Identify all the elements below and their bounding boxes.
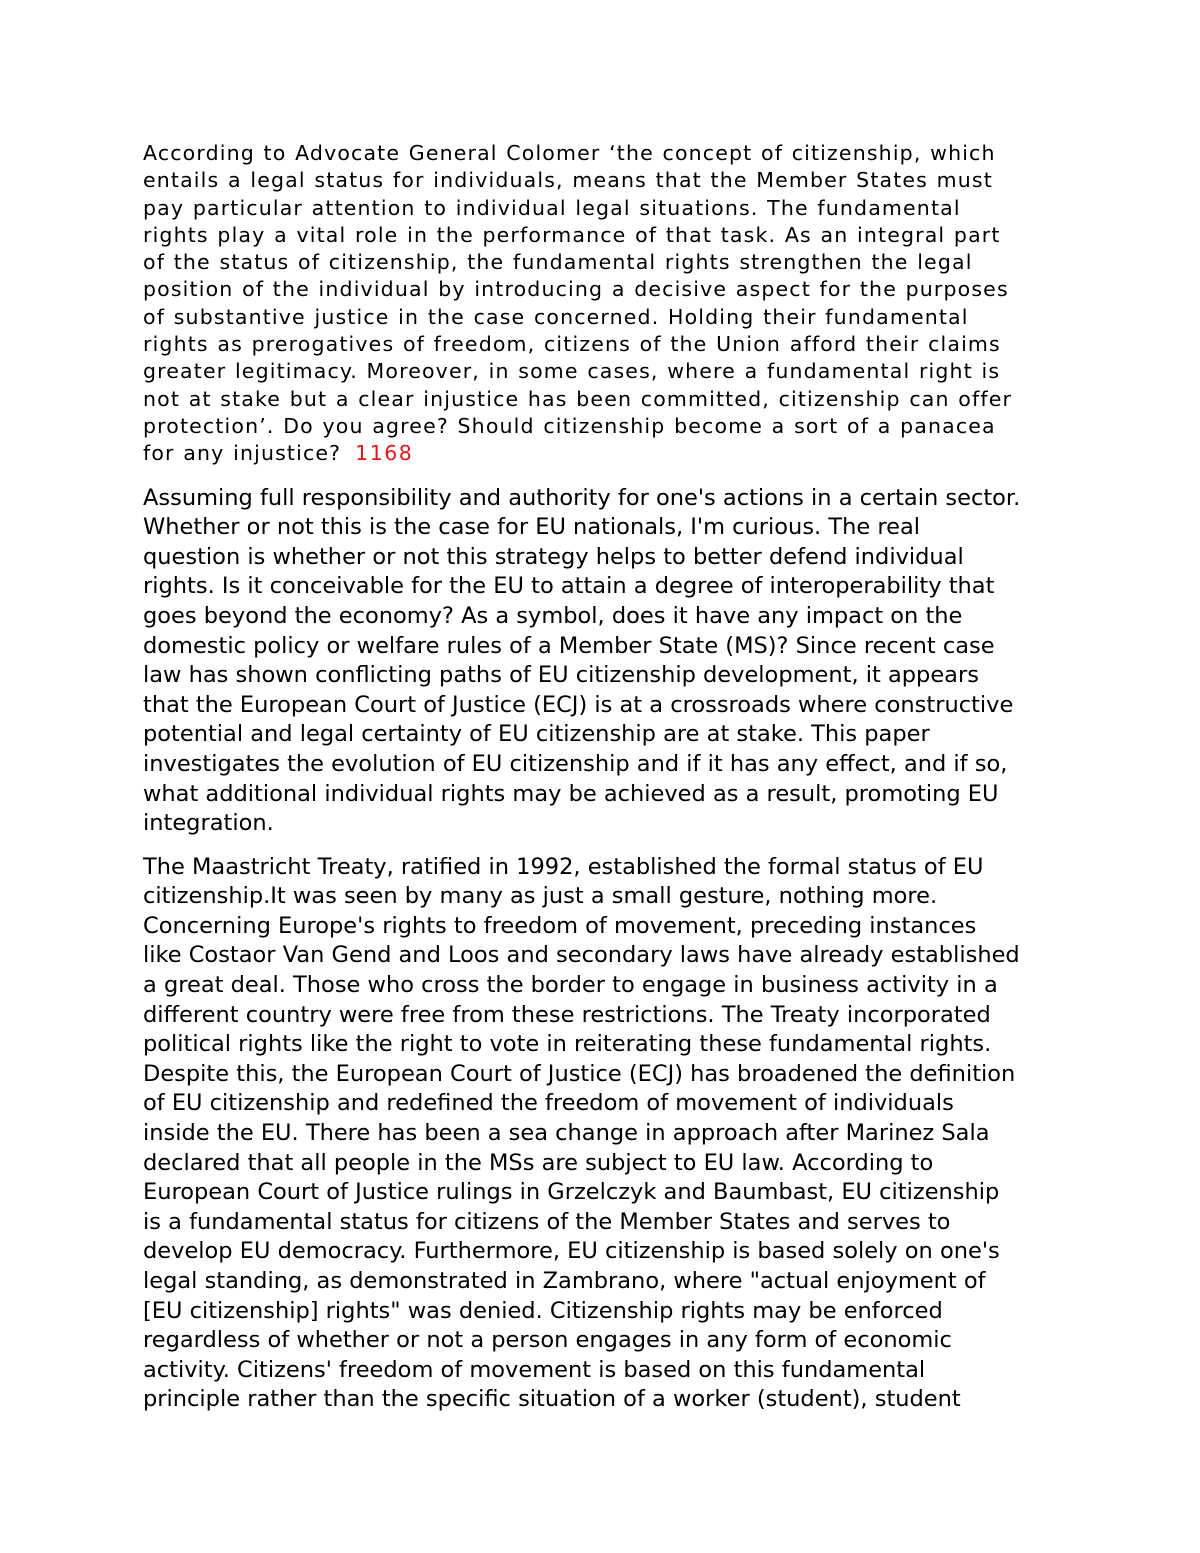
document-body (143, 140, 1063, 1429)
essay-question-text: According to Advocate General Colomer ‘the concept of citizenship, which entails a legal status for individuals, means that the Member States must pay particular attention to individual legal situations. The fundamental rights play a vital role in the performance of that task. As an integral part of the status of citizenship, the fundamental rights strengthen the legal position of the individual by introducing a decisive aspect for the purposes of substantive justice in the case concerned. Holding their fundamental rights as prerogatives of freedom, citizens of the Union afford their claims greater legitimacy. Moreover, in some cases, where a fundamental right is not at stake but a clear injustice has been committed, citizenship can offer protection’. Do you agree? Should citizenship become a sort of a panacea for any injustice? (143, 141, 1013, 466)
essay-question (143, 140, 1063, 468)
word-count-label: 1168 (355, 441, 414, 466)
body-paragraph-1: Assuming full responsibility and authority for one's actions in a certain sector. Whether or not this is the case for EU nationals, I'm curious. The real question is whether or not this strategy helps to better defend individual rights. Is it conceivable for the EU to attain a degree of interoperability that goes beyond the economy? As a symbol, does it have any impact on the domestic policy or welfare rules of a Member State (MS)? Since recent case law has shown conflicting paths of EU citizenship development, it appears that the European Court of Justice (ECJ) is at a crossroads where constructive potential and legal certainty of EU citizenship are at stake. This paper investigates the evolution of EU citizenship and if it has any effect, and if so, what additional individual rights may be achieved as a result, promoting EU integration. (143, 484, 1021, 837)
body-paragraph-2: The Maastricht Treaty, ratified in 1992, established the formal status of EU citizenship.It was seen by many as just a small gesture, nothing more. Concerning Europe's rights to freedom of movement, preceding instances like Costaor Van Gend and Loos and secondary laws have already established a great deal. Those who cross the border to engage in business activity in a different country were free from these restrictions. The Treaty incorporated political rights like the right to vote in reiterating these fundamental rights. Despite this, the European Court of Justice (ECJ) has broadened the definition of EU citizenship and redefined the freedom of movement of individuals inside the EU. There has been a sea change in approach after Marinez Sala declared that all people in the MSs are subject to EU law. According to European Court of Justice rulings in Grzelczyk and Baumbast, EU citizenship is a fundamental status for citizens of the Member States and serves to develop EU democracy. Furthermore, EU citizenship is based solely on one's legal standing, as demonstrated in Zambrano, where "actual enjoyment of [EU citizenship] rights" was denied. Citizenship rights may be enforced regardless of whether or not a person engages in any form of economic activity. Citizens' freedom of movement is based on this fundamental principle rather than the specific situation of a worker (student), student (143, 853, 1020, 1413)
